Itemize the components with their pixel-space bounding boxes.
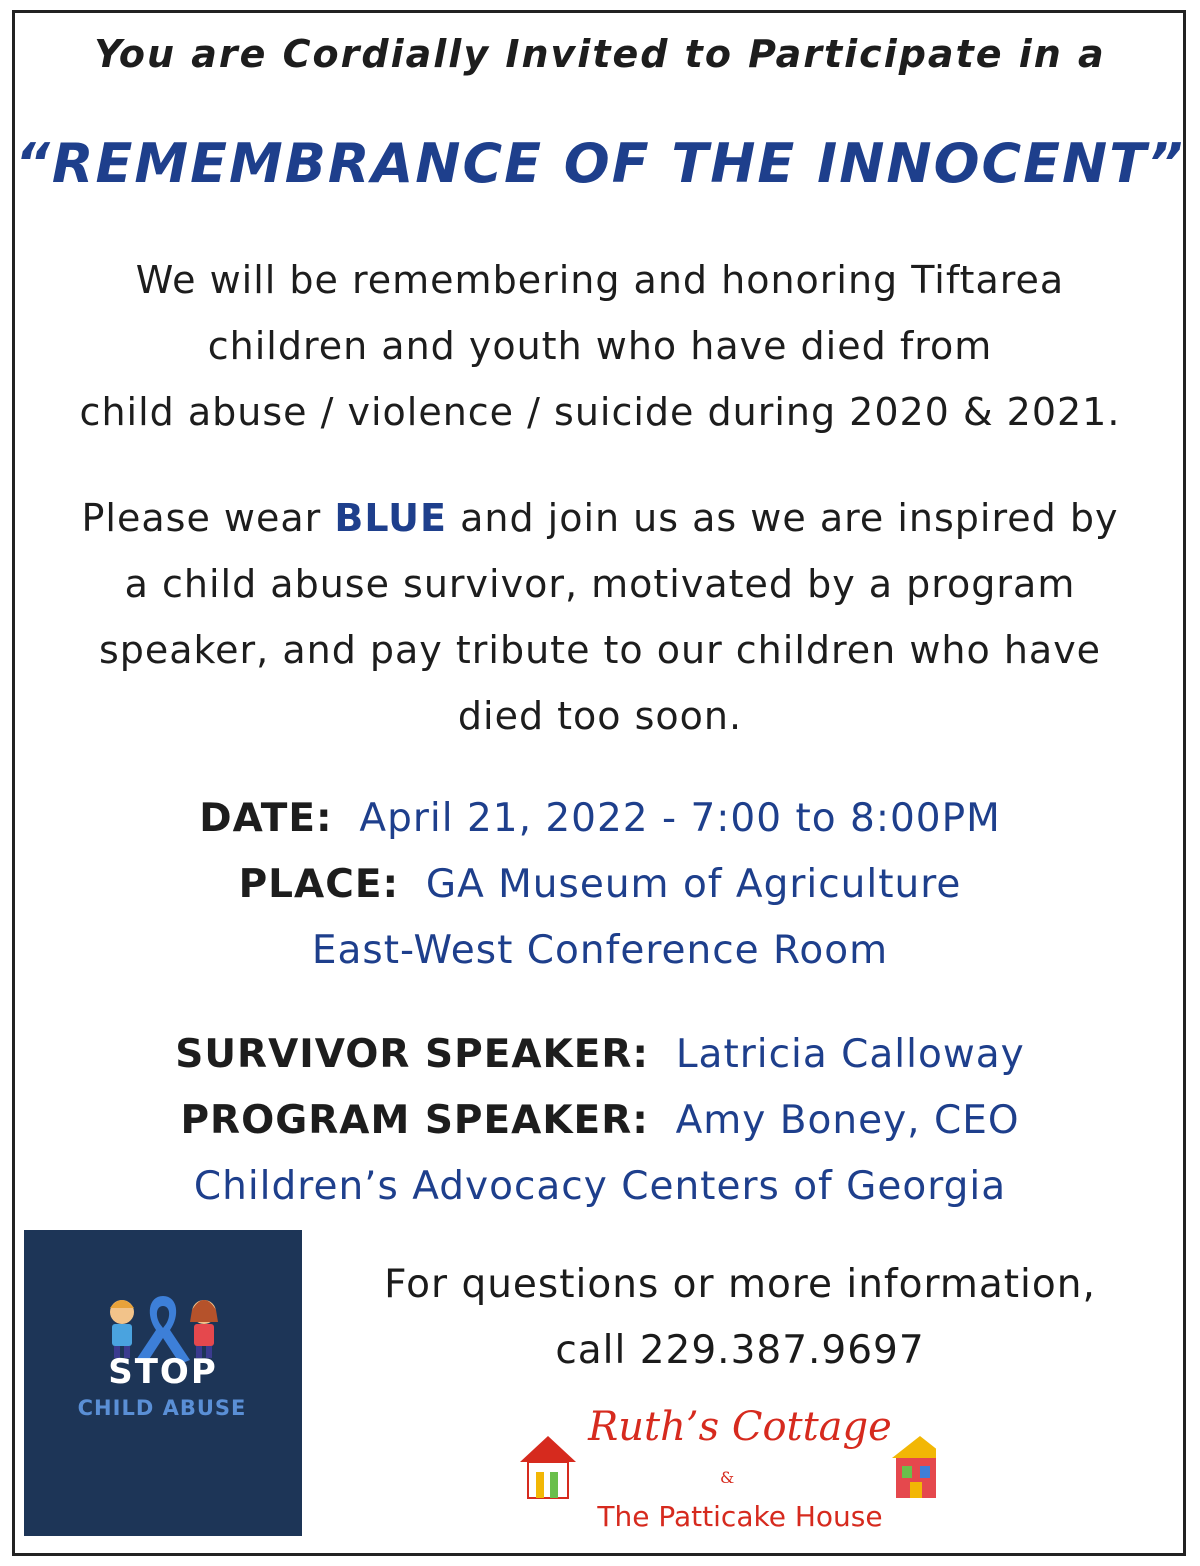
place-room: East-West Conference Room [311, 928, 889, 973]
paragraph1-line3: child abuse / violence / suicide during 2020 & 2021. [79, 390, 1121, 434]
survivor-label: SURVIVOR SPEAKER: [175, 1032, 650, 1077]
paragraph1-line1: We will be remembering and honoring Tiftarea [135, 258, 1065, 302]
place-row [0, 862, 1200, 907]
paragraph2-line2: a child abuse survivor, motivated by a program [124, 562, 1076, 606]
program-org: Children’s Advocacy Centers of Georgia [193, 1164, 1007, 1209]
date-value: April 21, 2022 - 7:00 to 8:00PM [359, 796, 1001, 841]
date-label: DATE: [199, 796, 333, 841]
paragraph2-line1 [0, 496, 1200, 540]
blue-emphasis: BLUE [334, 496, 447, 540]
invitation-intro: You are Cordially Invited to Participate in a [94, 32, 1106, 76]
stop-text: STOP [108, 1352, 218, 1392]
program-row [0, 1098, 1200, 1143]
program-value: Amy Boney, CEO [675, 1098, 1020, 1143]
patticake-house-logo-text: The Patticake House [597, 1500, 883, 1533]
survivor-value: Latricia Calloway [675, 1032, 1025, 1077]
paragraph2-line4: died too soon. [457, 694, 743, 738]
event-title: “REMEMBRANCE OF THE INNOCENT” [15, 132, 1185, 195]
place-value: GA Museum of Agriculture [425, 862, 962, 907]
survivor-row [0, 1032, 1200, 1077]
paragraph2-line3: speaker, and pay tribute to our children who have [98, 628, 1102, 672]
contact-line1: For questions or more information, [384, 1262, 1096, 1307]
paragraph2-line1-start: Please wear [81, 496, 335, 540]
paragraph1-line2: children and youth who have died from [207, 324, 993, 368]
date-row [0, 796, 1200, 841]
paragraph2-line1-end: and join us as we are inspired by [447, 496, 1119, 540]
logo-ampersand: & [720, 1468, 735, 1487]
contact-phone: call 229.387.9697 [555, 1328, 925, 1373]
ruths-cottage-logo-text: Ruth’s Cottage [588, 1404, 892, 1450]
child-abuse-text: CHILD ABUSE [77, 1396, 247, 1420]
place-label: PLACE: [238, 862, 400, 907]
program-label: PROGRAM SPEAKER: [180, 1098, 649, 1143]
